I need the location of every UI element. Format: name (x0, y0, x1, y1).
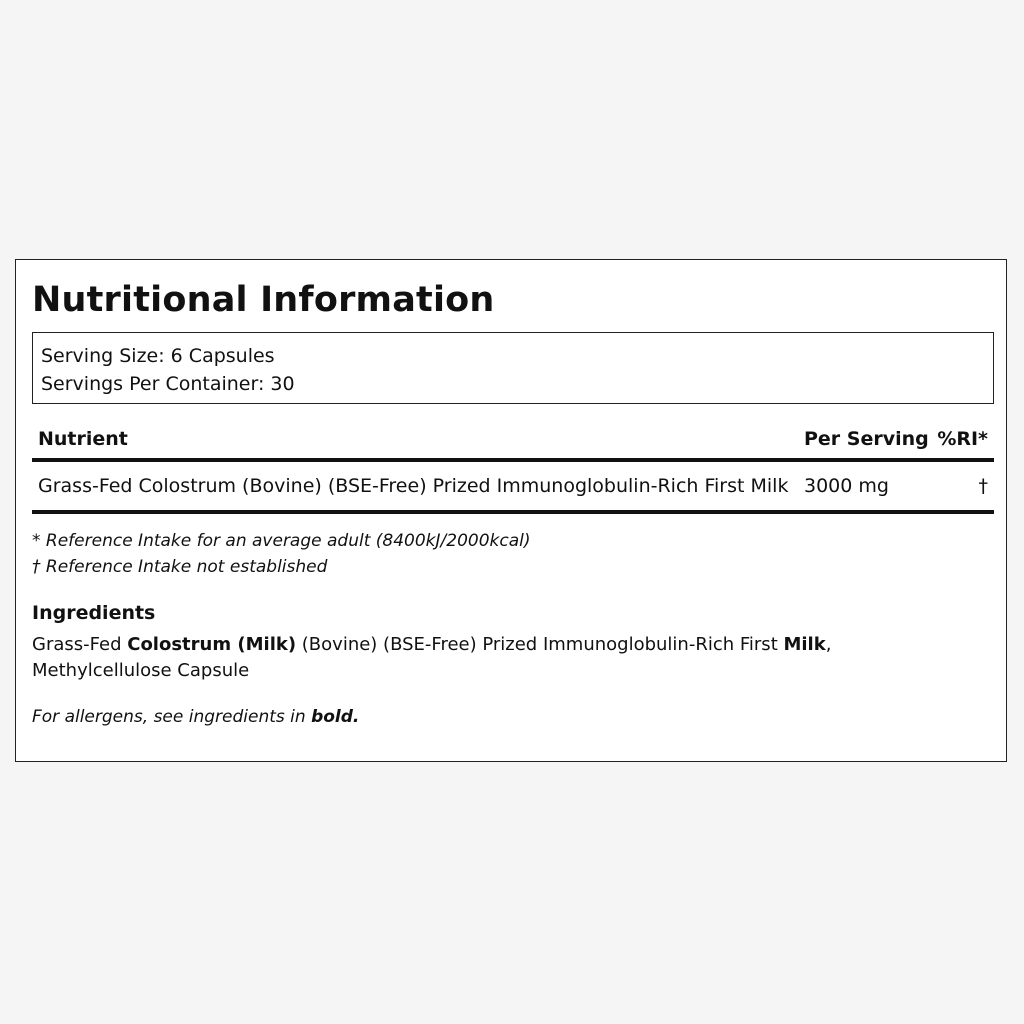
allergen-note (32, 704, 359, 730)
panel-title: Nutritional Information (32, 280, 495, 320)
table-row (32, 460, 994, 512)
ingredient-segment: , Methylcellulose Capsule (32, 634, 832, 681)
footnote-not-established: † Reference Intake not established (32, 557, 328, 577)
ingredients-heading: Ingredients (32, 602, 156, 624)
allergen-segment: Colostrum (Milk) (127, 634, 297, 655)
nutrient-amount: 3000 mg (798, 460, 924, 512)
nutrient-table (32, 420, 994, 514)
header-per-serving: Per Serving (798, 420, 924, 460)
servings-per-container: Servings Per Container: 30 (41, 373, 295, 395)
footnotes (32, 528, 531, 580)
serving-info-box (32, 332, 994, 404)
table-header-row (32, 420, 994, 460)
nutrient-name: Grass-Fed Colostrum (Bovine) (BSE-Free) Prized Immunoglobulin-Rich First Milk (32, 460, 798, 512)
serving-size: Serving Size: 6 Capsules (41, 345, 275, 367)
allergen-segment: Milk (783, 634, 826, 655)
ingredient-segment: Grass-Fed (32, 634, 128, 655)
nutrient-ri: † (924, 460, 994, 512)
allergen-note-emphasis: bold. (311, 707, 360, 727)
header-nutrient: Nutrient (32, 420, 798, 460)
header-ri: %RI* (924, 420, 994, 460)
allergen-note-prefix: For allergens, see ingredients in (32, 707, 312, 727)
footnote-reference-intake: * Reference Intake for an average adult (8400kJ/2000kcal) (32, 531, 531, 551)
nutrition-panel (15, 259, 1007, 762)
ingredient-segment: (Bovine) (BSE-Free) Prized Immunoglobulin-Rich First (296, 634, 784, 655)
ingredients-text (32, 632, 972, 684)
